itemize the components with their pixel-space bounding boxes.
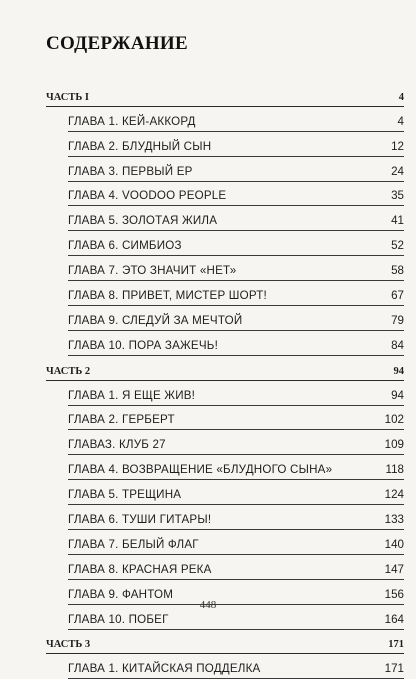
toc-page-number: 4 — [397, 114, 404, 128]
toc-page-number: 124 — [384, 488, 404, 502]
toc-page-number: 102 — [384, 413, 404, 427]
toc-chapter-label: ГЛАВА 4. ВОЗВРАЩЕНИЕ «БЛУДНОГО СЫНА» — [68, 463, 333, 477]
toc-part-label: ЧАСТЬ I — [46, 91, 90, 103]
toc-page-number: 4 — [398, 91, 404, 103]
toc-chapter-row — [68, 107, 404, 132]
toc-chapter-label: ГЛАВА 2. ГЕРБЕРТ — [68, 413, 175, 427]
toc-part-row — [46, 356, 404, 381]
toc-page-number: 109 — [384, 438, 404, 452]
toc-chapter-row — [68, 406, 404, 431]
toc-chapter-label: ГЛАВА 1. КЕЙ-АККОРД — [68, 114, 196, 128]
toc-chapter-label: ГЛАВАЗ. КЛУБ 27 — [68, 438, 166, 452]
toc-chapter-row — [68, 331, 404, 356]
toc-chapter-row — [68, 132, 404, 157]
toc-page-number: 156 — [384, 587, 404, 601]
toc-page-number: 147 — [384, 562, 404, 576]
toc-chapter-label: ГЛАВА 10. ПОБЕГ — [68, 612, 169, 626]
toc-page-number: 140 — [384, 537, 404, 551]
toc-chapter-row — [68, 231, 404, 256]
table-of-contents — [46, 82, 404, 679]
toc-chapter-row — [68, 530, 404, 555]
toc-page-number: 24 — [391, 164, 404, 178]
toc-chapter-label: ГЛАВА 6. ТУШИ ГИТАРЫ! — [68, 513, 212, 527]
toc-chapter-label: ГЛАВА 9. ФАНТОМ — [68, 587, 174, 601]
toc-chapter-row — [68, 306, 404, 331]
toc-chapter-label: ГЛАВА 7. ЭТО ЗНАЧИТ «НЕТ» — [68, 264, 237, 278]
toc-chapter-row — [68, 256, 404, 281]
toc-page-number: 133 — [384, 513, 404, 527]
toc-page-number: 58 — [391, 264, 404, 278]
toc-page-number: 12 — [391, 139, 404, 153]
toc-chapter-row — [68, 206, 404, 231]
toc-page-number: 118 — [385, 463, 404, 477]
toc-chapter-label: ГЛАВА 8. ПРИВЕТ, МИСТЕР ШОРТ! — [68, 289, 267, 303]
toc-chapter-label: ГЛАВА 3. ПЕРВЫЙ ЕР — [68, 164, 193, 178]
toc-chapter-label: ГЛАВА 4. VOODOO PEOPLE — [68, 189, 227, 203]
toc-chapter-label: ГЛАВА 2. БЛУДНЫЙ СЫН — [68, 139, 212, 153]
toc-chapter-row — [68, 430, 404, 455]
toc-chapter-label: ГЛАВА 1. КИТАЙСКАЯ ПОДДЕЛКА — [68, 662, 261, 676]
toc-chapter-row — [68, 182, 404, 207]
toc-chapter-row — [68, 157, 404, 182]
toc-page-number: 41 — [391, 214, 404, 228]
toc-chapter-label: ГЛАВА 1. Я ЕЩЕ ЖИВ! — [68, 388, 196, 402]
toc-chapter-label: ГЛАВА 5. ЗОЛОТАЯ ЖИЛА — [68, 214, 218, 228]
page-title: СОДЕРЖАНИЕ — [46, 33, 188, 54]
toc-page-number: 67 — [391, 289, 404, 303]
toc-part-label: ЧАСТЬ 3 — [46, 639, 91, 651]
toc-page-number: 94 — [393, 365, 404, 377]
page-number: 448 — [199, 599, 217, 611]
toc-chapter-row — [68, 555, 404, 580]
toc-chapter-row — [68, 480, 404, 505]
toc-part-row — [46, 82, 404, 107]
toc-page-number: 171 — [388, 639, 404, 651]
toc-chapter-label: ГЛАВА 10. ПОРА ЗАЖЕЧЬ! — [68, 338, 219, 352]
toc-chapter-label: ГЛАВА 6. СИМБИОЗ — [68, 239, 182, 253]
toc-page-number: 94 — [391, 388, 404, 402]
toc-chapter-label: ГЛАВА 7. БЕЛЫЙ ФЛАГ — [68, 537, 199, 551]
toc-chapter-row — [68, 281, 404, 306]
toc-chapter-row — [68, 505, 404, 530]
toc-page-number: 79 — [391, 313, 404, 327]
toc-part-label: ЧАСТЬ 2 — [46, 365, 91, 377]
toc-chapter-row — [68, 455, 404, 480]
toc-chapter-label: ГЛАВА 5. ТРЕЩИНА — [68, 488, 182, 502]
toc-page-number: 164 — [384, 612, 404, 626]
toc-chapter-row — [68, 381, 404, 406]
toc-part-row — [46, 630, 404, 655]
toc-page-number: 35 — [391, 189, 404, 203]
toc-chapter-row — [68, 654, 404, 679]
toc-chapter-label: ГЛАВА 9. СЛЕДУЙ ЗА МЕЧТОЙ — [68, 313, 243, 327]
toc-page-number: 171 — [384, 662, 404, 676]
toc-page-number: 52 — [391, 239, 404, 253]
toc-chapter-label: ГЛАВА 8. КРАСНАЯ РЕКА — [68, 562, 212, 576]
toc-page-number: 84 — [391, 338, 404, 352]
